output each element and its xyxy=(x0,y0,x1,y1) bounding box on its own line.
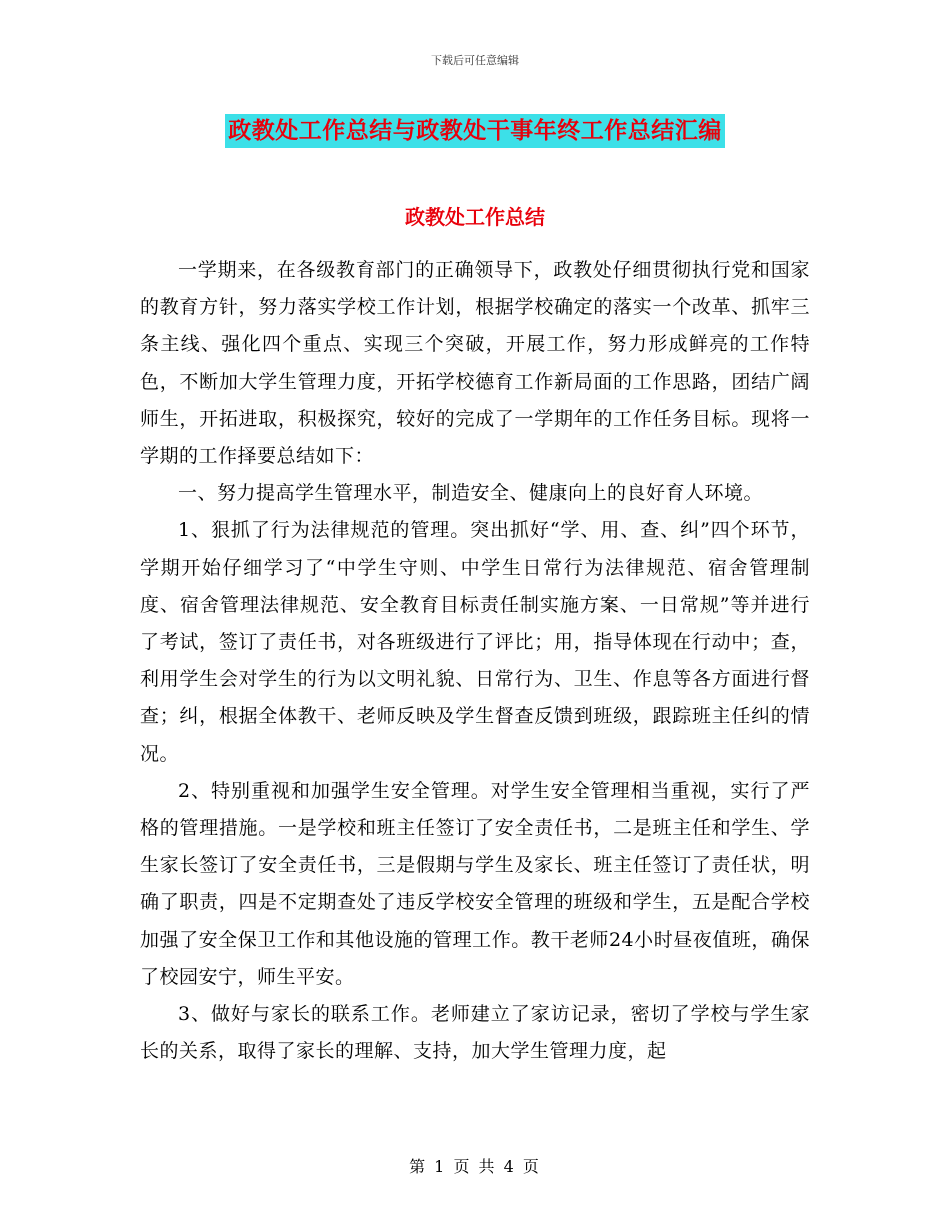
paragraph-item-1: 1、狠抓了行为法律规范的管理。突出抓好“学、用、查、纠”四个环节，学期开始仔细学习了“中学生守则、中学生日常行为法律规范、宿舍管理制度、宿舍管理法律规范、安全教育目标责任制实施方案、一日常规”等并进行了考试，签订了责任书，对各班级进行了评比；用，指导体现在行动中；查，利用学生会对学生的行为以文明礼貌、日常行为、卫生、作息等各方面进行督查；纠，根据全体教干、老师反映及学生督查反馈到班级，跟踪班主任纠的情况。 xyxy=(140,519,810,765)
document-title: 政教处工作总结与政教处干事年终工作总结汇编 xyxy=(225,114,725,148)
paragraph-item-3: 3、做好与家长的联系工作。老师建立了家访记录，密切了学校与学生家长的关系，取得了家长的理解、支持，加大学生管理力度，起 xyxy=(140,1003,810,1063)
document-title-container xyxy=(0,114,950,148)
page-number-label: 第 1 页 共 4 页 xyxy=(409,1157,541,1176)
page-header-note: 下载后可任意编辑 xyxy=(431,54,519,67)
document-body xyxy=(140,252,810,1070)
paragraph-item-2: 2、特别重视和加强学生安全管理。对学生安全管理相当重视，实行了严格的管理措施。一是学校和班主任签订了安全责任书，二是班主任和学生、学生家长签订了安全责任书，三是假期与学生及家长、班主任签订了责任状，明确了职责，四是不定期查处了违反学校安全管理的班级和学生，五是配合学校加强了安全保卫工作和其他设施的管理工作。教干老师24小时昼夜值班，确保了校园安宁，师生平安。 xyxy=(140,779,810,988)
page-footer xyxy=(0,1154,950,1177)
section-title: 政教处工作总结 xyxy=(405,205,545,229)
paragraph-heading-1: 一、努力提高学生管理水平，制造安全、健康向上的良好育人环境。 xyxy=(178,482,764,505)
paragraph-intro: 一学期来，在各级教育部门的正确领导下，政教处仔细贯彻执行党和国家的教育方针，努力落实学校工作计划，根据学校确定的落实一个改革、抓牢三条主线、强化四个重点、实现三个突破，开展工作，努力形成鲜亮的工作特色，不断加大学生管理力度，开拓学校德育工作新局面的工作思路，团结广阔师生，开拓进取，积极探究，较好的完成了一学期年的工作任务目标。现将一学期的工作择要总结如下： xyxy=(140,259,810,468)
